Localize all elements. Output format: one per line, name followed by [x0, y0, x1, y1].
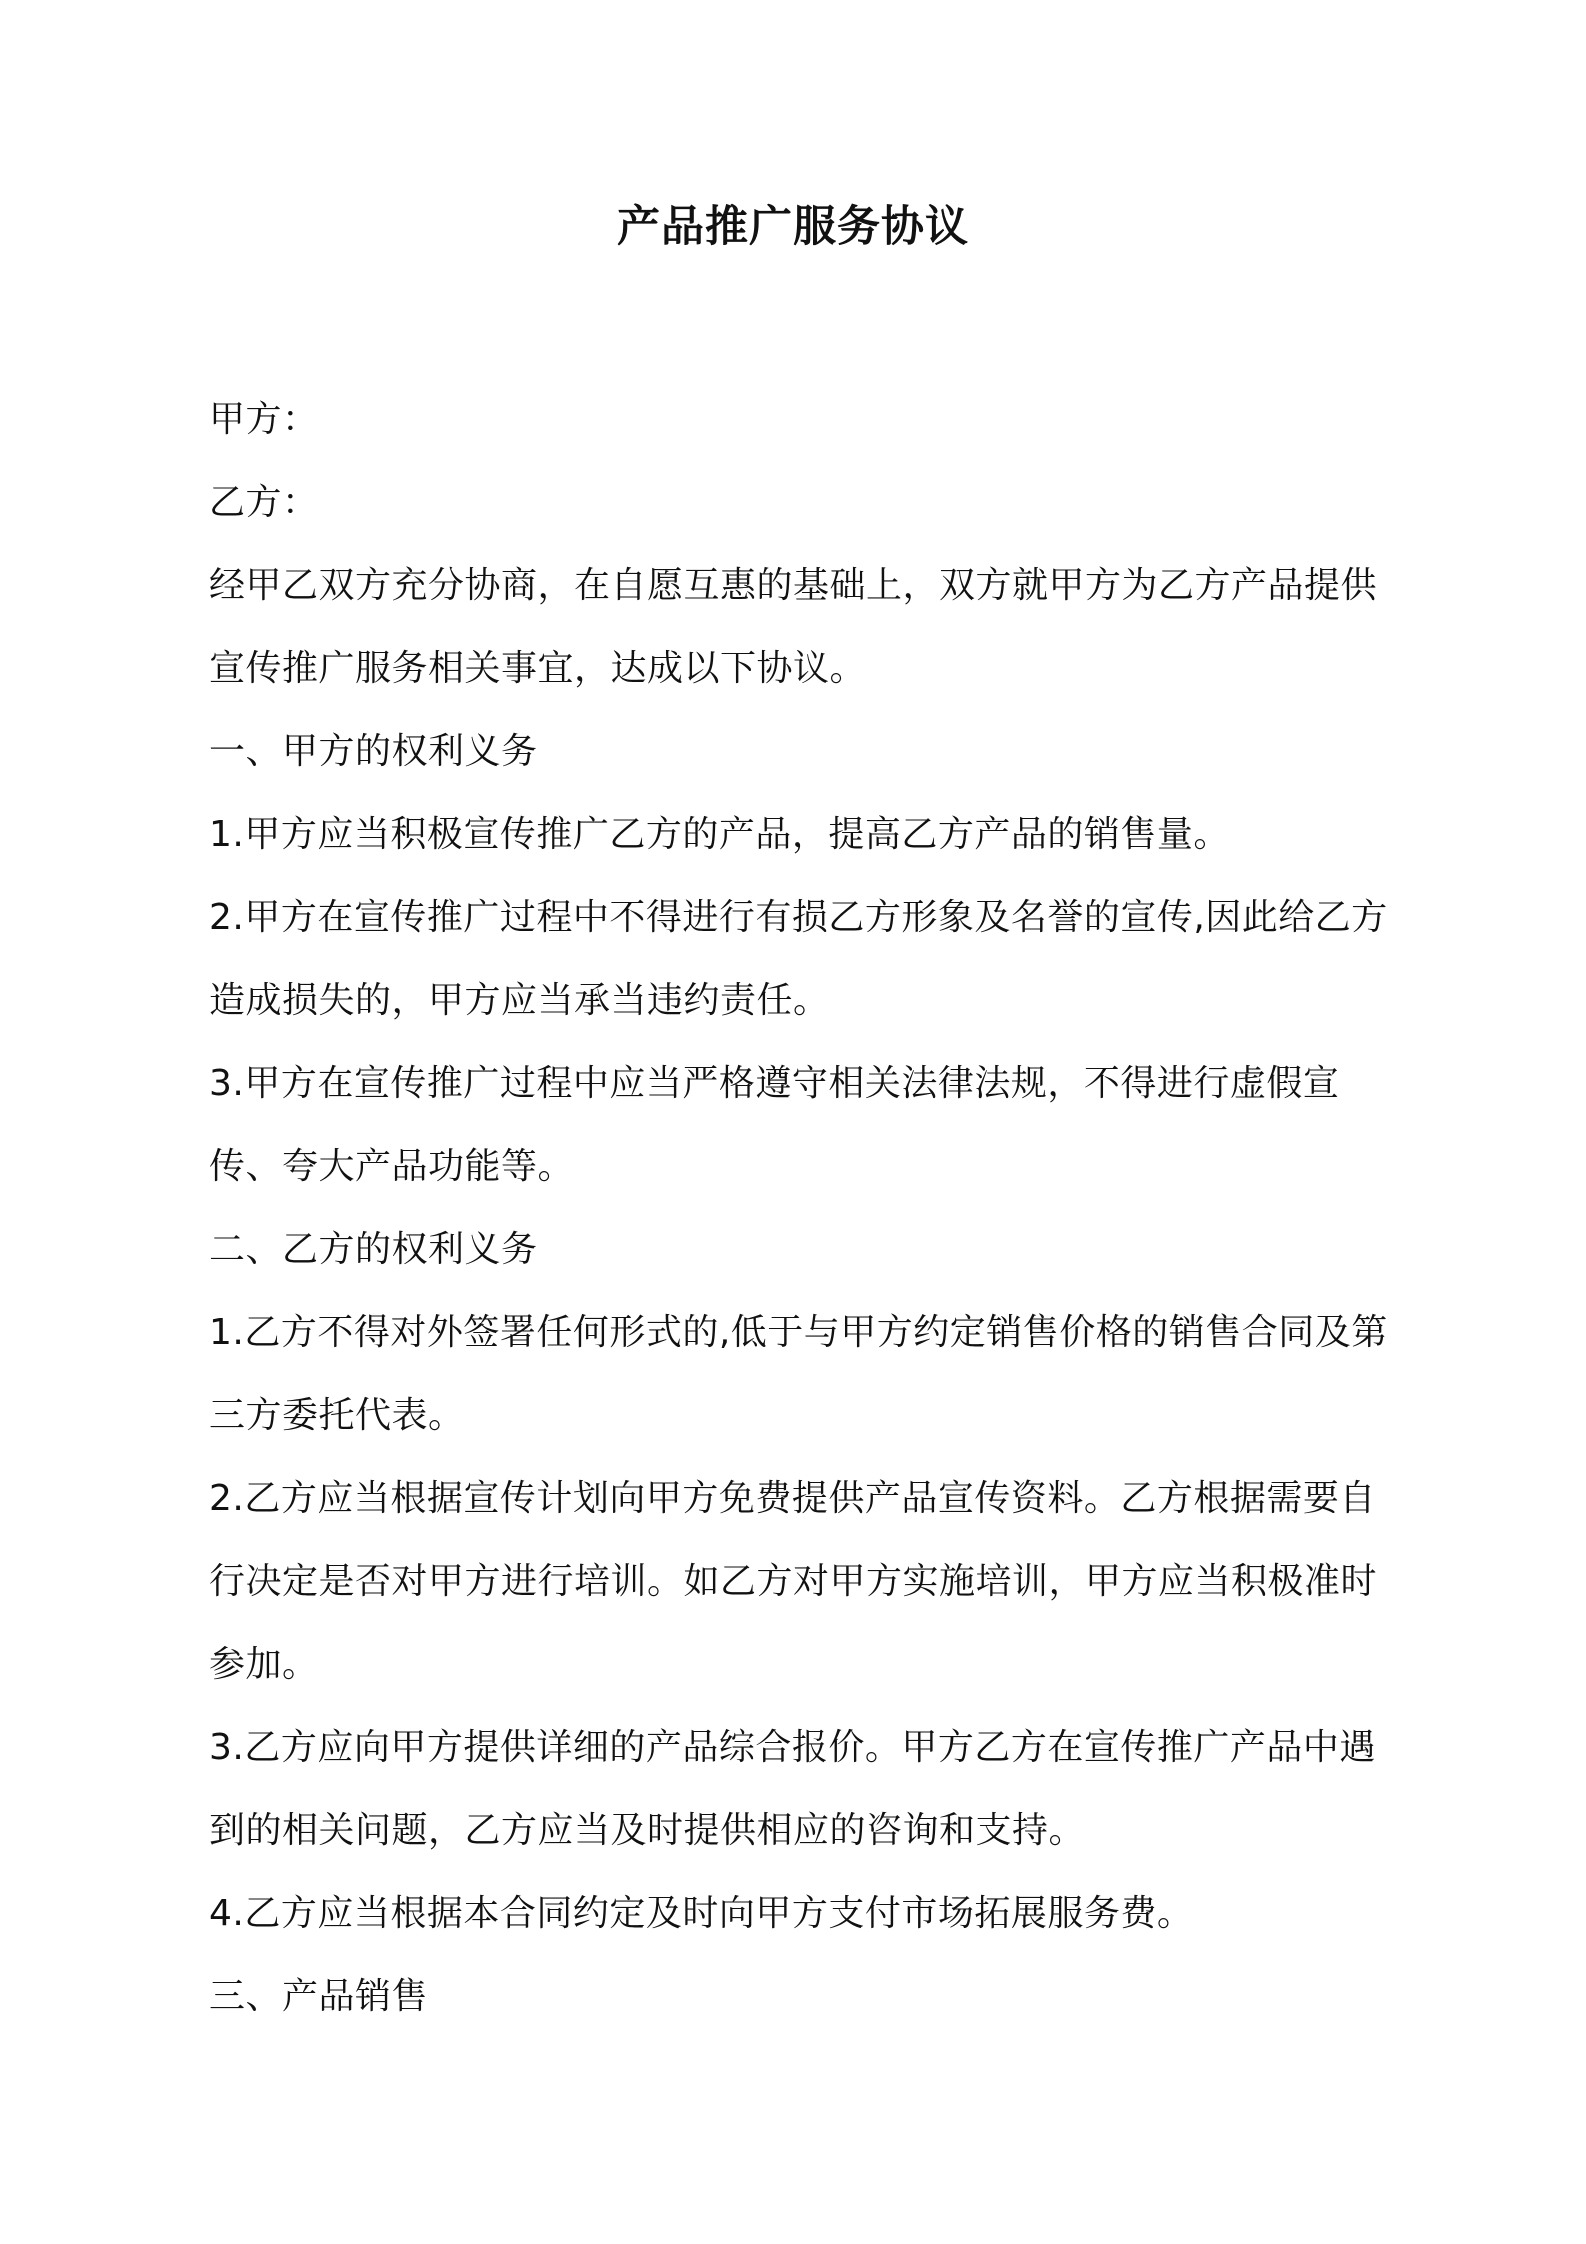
section-3-heading: 三、产品销售 [209, 1976, 429, 2017]
party-b-line: 乙方： [209, 482, 319, 523]
document-body [209, 378, 1389, 2038]
section-1-heading: 一、甲方的权利义务 [209, 731, 538, 772]
section-2-item: 2.乙方应当根据宣传计划向甲方免费提供产品宣传资料。乙方根据需要自行决定是否对甲方进行培训。如乙方对甲方实施培训，甲方应当积极准时参加。 [209, 1478, 1378, 1685]
section-2-item: 3.乙方应向甲方提供详细的产品综合报价。甲方乙方在宣传推广产品中遇到的相关问题，乙方应当及时提供相应的咨询和支持。 [209, 1727, 1376, 1851]
section-1-item: 2.甲方在宣传推广过程中不得进行有损乙方形象及名誉的宣传,因此给乙方造成损失的，甲方应当承当违约责任。 [209, 897, 1388, 1021]
section-1-item: 3.甲方在宣传推广过程中应当严格遵守相关法律法规，不得进行虚假宣传、夸大产品功能等。 [209, 1063, 1340, 1187]
preamble-paragraph: 经甲乙双方充分协商，在自愿互惠的基础上，双方就甲方为乙方产品提供宣传推广服务相关事宜，达成以下协议。 [209, 565, 1378, 689]
party-a-line: 甲方： [209, 399, 319, 440]
section-2-item: 1.乙方不得对外签署任何形式的,低于与甲方约定销售价格的销售合同及第三方委托代表。 [209, 1312, 1388, 1436]
section-2-item: 4.乙方应当根据本合同约定及时向甲方支付市场拓展服务费。 [209, 1893, 1194, 1934]
document-title: 产品推广服务协议 [617, 202, 969, 252]
section-2-heading: 二、乙方的权利义务 [209, 1229, 538, 1270]
section-1-item: 1.甲方应当积极宣传推广乙方的产品，提高乙方产品的销售量。 [209, 814, 1230, 855]
